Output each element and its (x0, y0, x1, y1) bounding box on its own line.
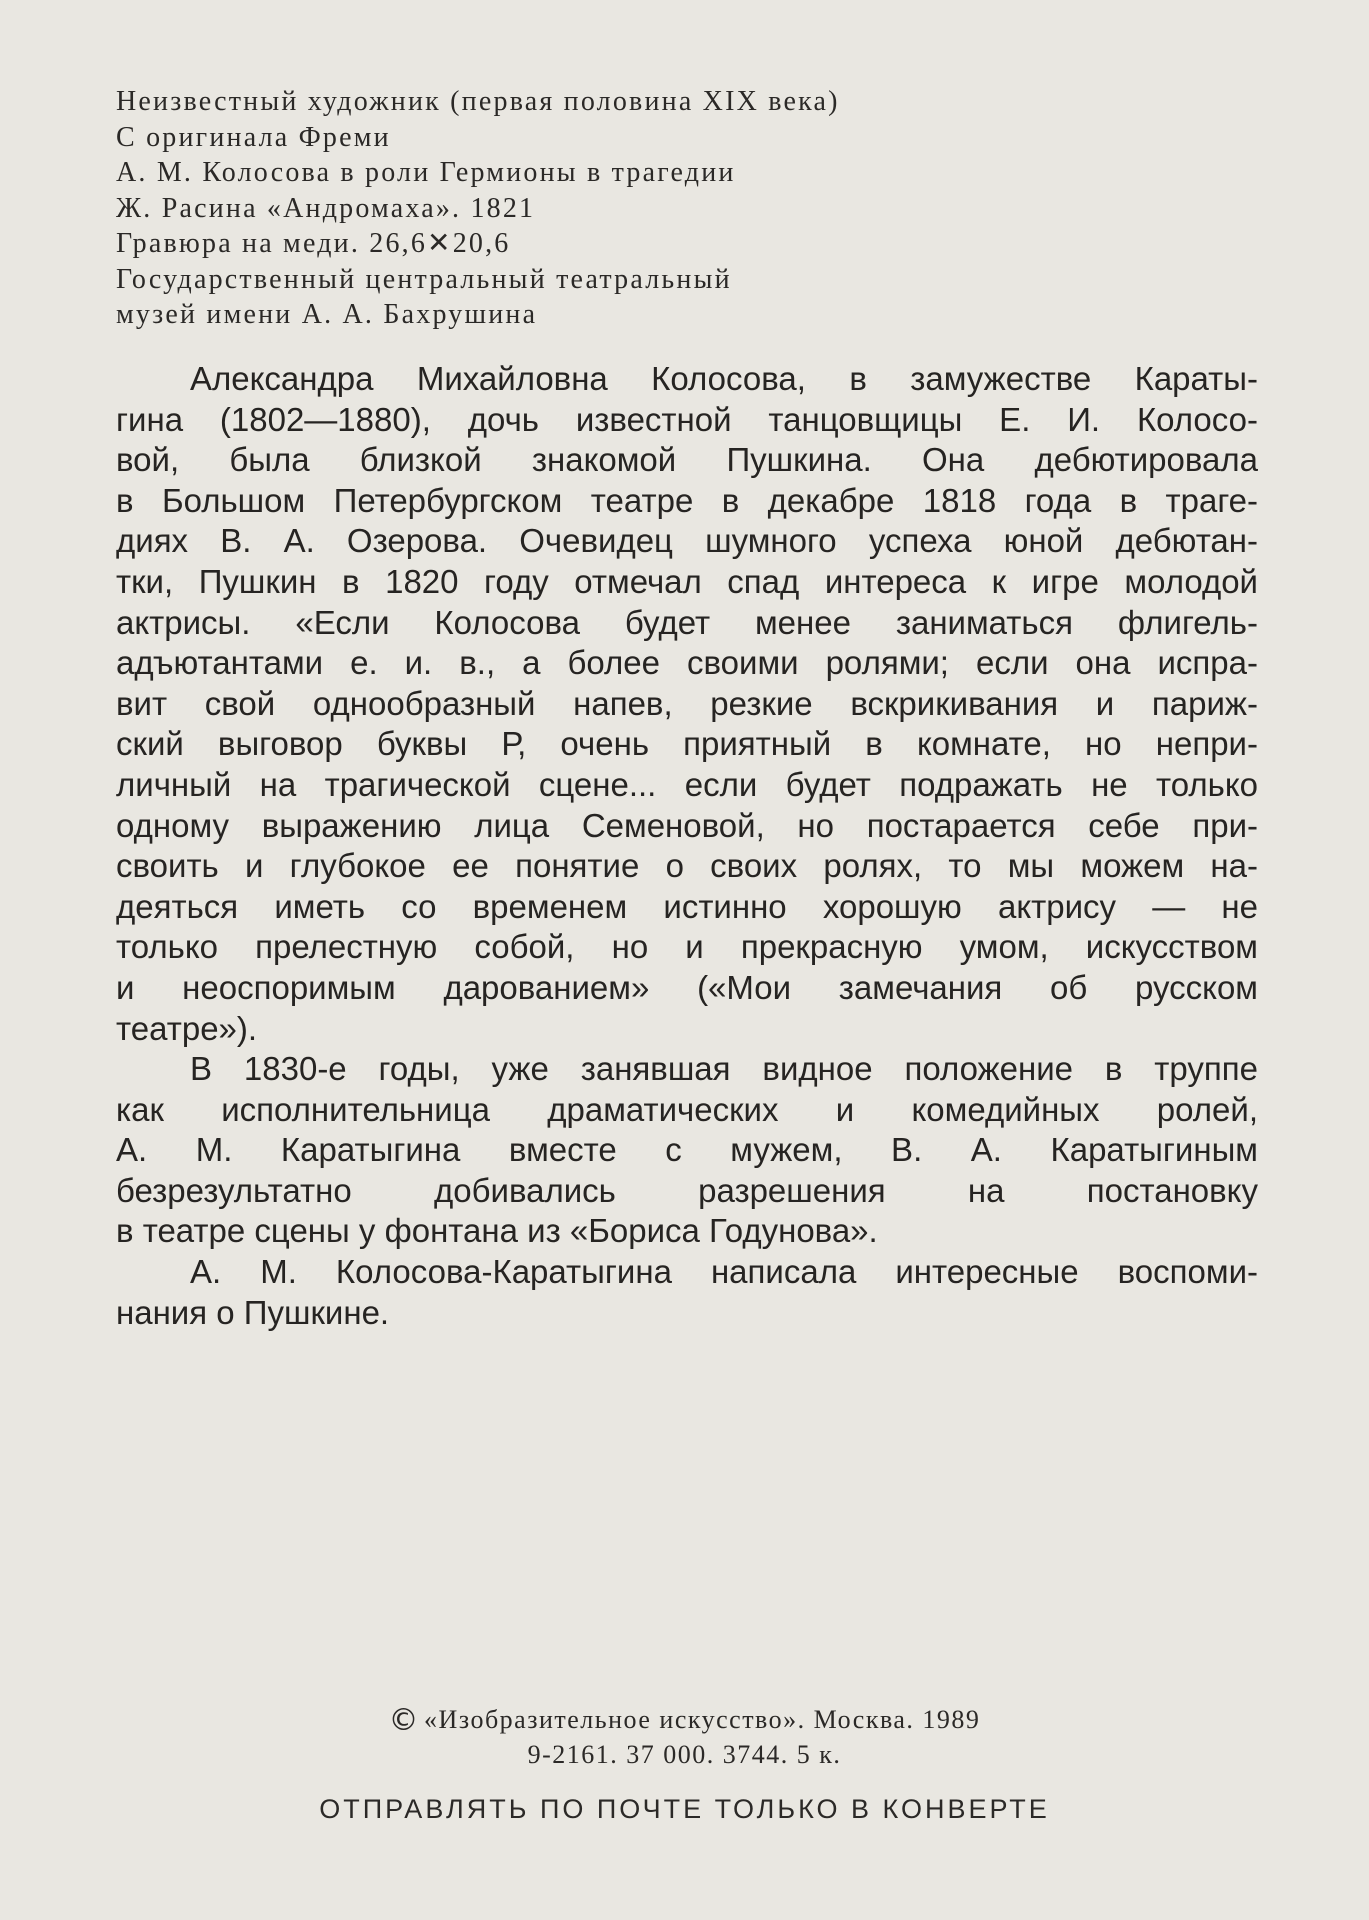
paragraph-3 (116, 1252, 1258, 1333)
publisher-line (0, 1703, 1369, 1738)
caption-medium: Гравюра на меди. 26,6✕20,6 (116, 228, 511, 259)
text-line: только прелестную собой, но и прекрасную умом, искусством (116, 928, 1258, 966)
text-line: актрисы. «Если Колосова будет менее заниматься флигель- (116, 603, 1258, 641)
paragraph-2 (116, 1049, 1258, 1252)
text-line: в театре сцены у фонтана из «Бориса Годунова». (116, 1212, 878, 1250)
text-line: театре»). (116, 1009, 258, 1047)
text-line: диях В. А. Озерова. Очевидец шумного успеха юной дебютан- (116, 522, 1258, 560)
print-codes: 9-2161. 37 000. 3744. 5 к. (527, 1740, 842, 1769)
text-line: в Большом Петербургском театре в декабре 1818 года в траге- (116, 481, 1258, 519)
paragraph-1 (116, 359, 1258, 1049)
publisher-name: «Изобразительное искусство». Москва. 1989 (424, 1705, 981, 1734)
text-line: В 1830-е годы, уже занявшая видное положение в труппе (190, 1050, 1258, 1088)
text-line: адъютантами е. и. в., а более своими ролями; если она испра- (116, 644, 1258, 682)
text-line: как исполнительница драматических и комедийных ролей, (116, 1090, 1258, 1128)
text-line: своить и глубокое ее понятие о своих ролях, то мы можем на- (116, 847, 1258, 885)
caption-source: С оригинала Фреми (116, 121, 391, 153)
caption-title-cont: Ж. Расина «Андромаха». 1821 (116, 192, 536, 224)
text-line: А. М. Колосова-Каратыгина написала интересные воспоми- (190, 1253, 1258, 1291)
text-line: тки, Пушкин в 1820 году отмечал спад интереса к игре молодой (116, 562, 1258, 600)
text-line: одному выражению лица Семеновой, но постарается себе при- (116, 806, 1258, 844)
text-line: гина (1802—1880), дочь известной танцовщицы Е. И. Колосо- (116, 400, 1258, 438)
publisher-imprint (0, 1703, 1369, 1772)
artwork-caption (116, 84, 1116, 333)
text-line: личный на трагической сцене... если будет подражать не только (116, 765, 1258, 803)
copyright-icon: © (388, 1703, 421, 1738)
text-line: ский выговор буквы Р, очень приятный в комнате, но непри- (116, 725, 1258, 763)
caption-museum: Государственный центральный театральный (116, 263, 732, 295)
caption-artist: Неизвестный художник (первая половина XIX века) (116, 86, 840, 117)
text-line: вой, была близкой знакомой Пушкина. Она дебютировала (116, 441, 1258, 479)
text-line: безрезультатно добивались разрешения на постановку (116, 1171, 1258, 1209)
text-line: деяться иметь со временем истинно хорошую актрису — не (116, 887, 1258, 925)
caption-museum-cont: музей имени А. А. Бахрушина (116, 299, 538, 330)
text-line: и неоспоримым дарованием» («Мои замечания об русском (116, 968, 1258, 1006)
text-line: Александра Михайловна Колосова, в замужестве Караты- (190, 360, 1258, 397)
text-line: нания о Пушкине. (116, 1293, 390, 1331)
caption-title: А. М. Колосова в роли Гермионы в трагедии (116, 157, 736, 188)
mail-notice: ОТПРАВЛЯТЬ ПО ПОЧТЕ ТОЛЬКО В КОНВЕРТЕ (319, 1794, 1050, 1824)
text-line: вит свой однообразный напев, резкие вскрикивания и париж- (116, 684, 1258, 722)
description-text (116, 359, 1258, 1333)
text-line: А. М. Каратыгина вместе с мужем, В. А. Каратыгиным (116, 1131, 1258, 1169)
